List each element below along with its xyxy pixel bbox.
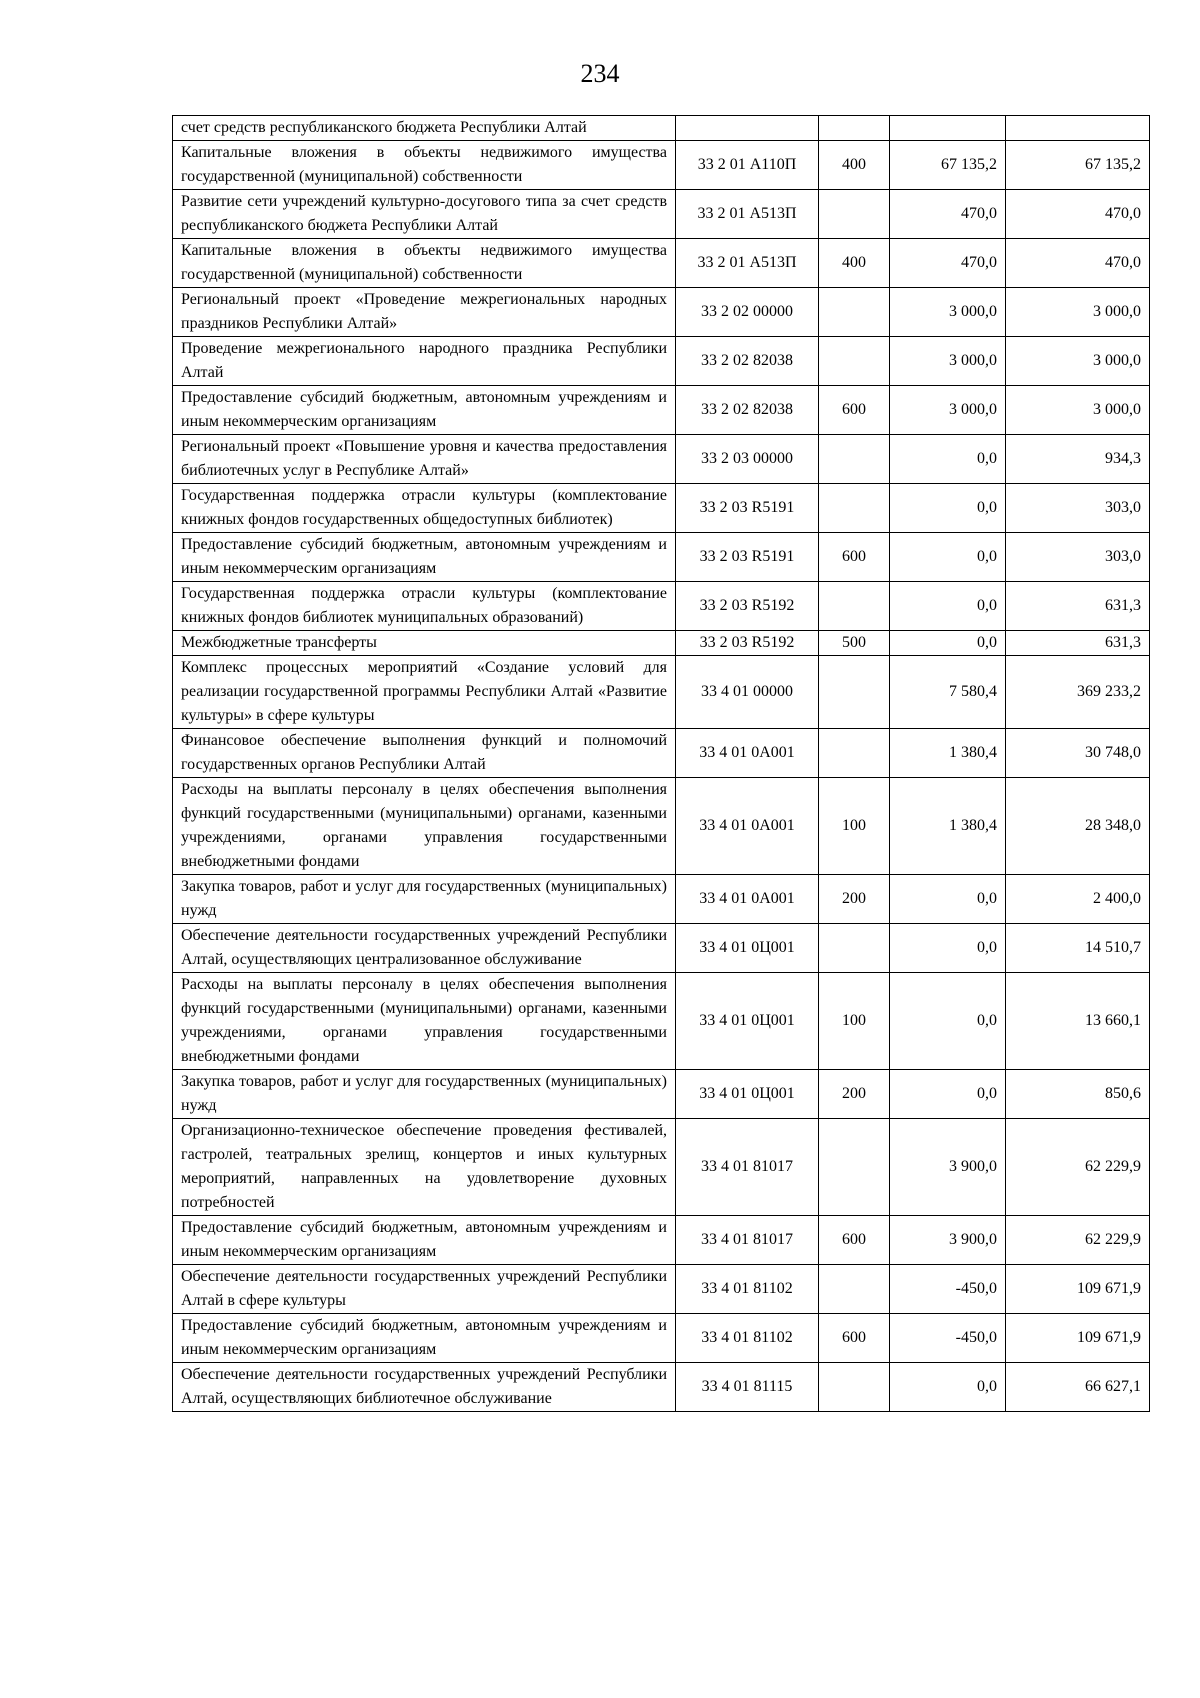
budget-table-body xyxy=(173,116,1150,1412)
table-row xyxy=(173,337,1150,386)
row-name-cell: Расходы на выплаты персоналу в целях обеспечения выполнения функций государственными (муниципальными) органами, казенными учреждениями, органами управления государственными внебюджетными фондами xyxy=(173,973,676,1070)
table-row xyxy=(173,631,1150,656)
row-code-cell: 33 2 03 00000 xyxy=(676,435,819,484)
row-code-cell: 33 2 03 R5192 xyxy=(676,582,819,631)
row-amount-change-cell: 0,0 xyxy=(890,484,1006,533)
row-amount-total-cell: 67 135,2 xyxy=(1006,141,1150,190)
row-amount-change-cell: 0,0 xyxy=(890,631,1006,656)
table-row xyxy=(173,778,1150,875)
row-code-cell: 33 4 01 81017 xyxy=(676,1119,819,1216)
row-name-cell: Предоставление субсидий бюджетным, автономным учреждениям и иным некоммерческим организациям xyxy=(173,1216,676,1265)
row-name-cell: Закупка товаров, работ и услуг для государственных (муниципальных) нужд xyxy=(173,1070,676,1119)
row-amount-change-cell: 470,0 xyxy=(890,190,1006,239)
page-number: 234 xyxy=(580,59,620,88)
row-name-cell: Предоставление субсидий бюджетным, автономным учреждениям и иным некоммерческим организациям xyxy=(173,386,676,435)
row-name-cell: Предоставление субсидий бюджетным, автономным учреждениям и иным некоммерческим организациям xyxy=(173,533,676,582)
row-amount-total-cell: 109 671,9 xyxy=(1006,1265,1150,1314)
row-expense-type-cell xyxy=(819,484,890,533)
row-name-cell: счет средств республиканского бюджета Республики Алтай xyxy=(173,116,676,141)
row-amount-total-cell: 14 510,7 xyxy=(1006,924,1150,973)
table-row xyxy=(173,1070,1150,1119)
table-row xyxy=(173,1265,1150,1314)
row-name-cell: Капитальные вложения в объекты недвижимого имущества государственной (муниципальной) собственности xyxy=(173,239,676,288)
table-row xyxy=(173,386,1150,435)
table-row xyxy=(173,190,1150,239)
table-row xyxy=(173,1363,1150,1412)
row-name-cell: Финансовое обеспечение выполнения функций и полномочий государственных органов Республики Алтай xyxy=(173,729,676,778)
row-name-cell: Государственная поддержка отрасли культуры (комплектование книжных фондов библиотек муниципальных образований) xyxy=(173,582,676,631)
row-amount-change-cell: -450,0 xyxy=(890,1265,1006,1314)
row-code-cell: 33 4 01 00000 xyxy=(676,656,819,729)
row-amount-change-cell: 3 900,0 xyxy=(890,1119,1006,1216)
row-name-cell: Комплекс процессных мероприятий «Создание условий для реализации государственной программы Республики Алтай «Развитие культуры» в сфере культуры xyxy=(173,656,676,729)
row-name-cell: Обеспечение деятельности государственных учреждений Республики Алтай, осуществляющих централизованное обслуживание xyxy=(173,924,676,973)
row-expense-type-cell xyxy=(819,190,890,239)
row-amount-total-cell: 28 348,0 xyxy=(1006,778,1150,875)
row-amount-total-cell xyxy=(1006,116,1150,141)
table-row xyxy=(173,582,1150,631)
row-name-cell: Региональный проект «Повышение уровня и качества предоставления библиотечных услуг в Республике Алтай» xyxy=(173,435,676,484)
row-code-cell: 33 4 01 81102 xyxy=(676,1265,819,1314)
row-code-cell: 33 4 01 0А001 xyxy=(676,729,819,778)
row-amount-total-cell: 13 660,1 xyxy=(1006,973,1150,1070)
row-amount-total-cell: 3 000,0 xyxy=(1006,337,1150,386)
row-amount-change-cell: 0,0 xyxy=(890,435,1006,484)
row-amount-change-cell: 470,0 xyxy=(890,239,1006,288)
table-row xyxy=(173,1314,1150,1363)
row-amount-change-cell: 1 380,4 xyxy=(890,729,1006,778)
row-amount-total-cell: 3 000,0 xyxy=(1006,386,1150,435)
row-name-cell: Проведение межрегионального народного праздника Республики Алтай xyxy=(173,337,676,386)
row-amount-change-cell: 0,0 xyxy=(890,875,1006,924)
row-amount-change-cell: 3 900,0 xyxy=(890,1216,1006,1265)
table-row xyxy=(173,116,1150,141)
row-expense-type-cell: 600 xyxy=(819,1314,890,1363)
row-expense-type-cell xyxy=(819,116,890,141)
row-code-cell: 33 4 01 81115 xyxy=(676,1363,819,1412)
row-name-cell: Обеспечение деятельности государственных учреждений Республики Алтай, осуществляющих библиотечное обслуживание xyxy=(173,1363,676,1412)
row-expense-type-cell xyxy=(819,729,890,778)
row-code-cell: 33 4 01 0Ц001 xyxy=(676,924,819,973)
row-name-cell: Расходы на выплаты персоналу в целях обеспечения выполнения функций государственными (муниципальными) органами, казенными учреждениями, органами управления государственными внебюджетными фондами xyxy=(173,778,676,875)
row-amount-total-cell: 30 748,0 xyxy=(1006,729,1150,778)
row-name-cell: Капитальные вложения в объекты недвижимого имущества государственной (муниципальной) собственности xyxy=(173,141,676,190)
table-row xyxy=(173,141,1150,190)
row-amount-total-cell: 3 000,0 xyxy=(1006,288,1150,337)
table-row xyxy=(173,484,1150,533)
row-amount-change-cell: 3 000,0 xyxy=(890,288,1006,337)
row-code-cell: 33 2 03 R5191 xyxy=(676,484,819,533)
row-name-cell: Закупка товаров, работ и услуг для государственных (муниципальных) нужд xyxy=(173,875,676,924)
row-amount-total-cell: 2 400,0 xyxy=(1006,875,1150,924)
row-name-cell: Предоставление субсидий бюджетным, автономным учреждениям и иным некоммерческим организациям xyxy=(173,1314,676,1363)
row-expense-type-cell xyxy=(819,924,890,973)
row-amount-total-cell: 470,0 xyxy=(1006,239,1150,288)
row-amount-change-cell: 7 580,4 xyxy=(890,656,1006,729)
row-expense-type-cell: 400 xyxy=(819,239,890,288)
row-expense-type-cell: 200 xyxy=(819,1070,890,1119)
row-code-cell: 33 2 02 00000 xyxy=(676,288,819,337)
table-row xyxy=(173,656,1150,729)
row-amount-change-cell: 0,0 xyxy=(890,973,1006,1070)
row-expense-type-cell xyxy=(819,582,890,631)
row-amount-change-cell: 0,0 xyxy=(890,533,1006,582)
row-code-cell: 33 2 01 А513П xyxy=(676,239,819,288)
row-code-cell: 33 2 01 А110П xyxy=(676,141,819,190)
row-amount-change-cell: 0,0 xyxy=(890,1070,1006,1119)
row-amount-change-cell: 0,0 xyxy=(890,924,1006,973)
row-expense-type-cell xyxy=(819,656,890,729)
row-amount-change-cell: 0,0 xyxy=(890,1363,1006,1412)
row-code-cell: 33 2 03 R5192 xyxy=(676,631,819,656)
row-name-cell: Региональный проект «Проведение межрегиональных народных праздников Республики Алтай» xyxy=(173,288,676,337)
row-amount-total-cell: 631,3 xyxy=(1006,582,1150,631)
row-code-cell: 33 4 01 81102 xyxy=(676,1314,819,1363)
table-row xyxy=(173,875,1150,924)
row-amount-total-cell: 303,0 xyxy=(1006,484,1150,533)
row-amount-total-cell: 109 671,9 xyxy=(1006,1314,1150,1363)
row-expense-type-cell: 500 xyxy=(819,631,890,656)
row-expense-type-cell xyxy=(819,1265,890,1314)
table-row xyxy=(173,1119,1150,1216)
budget-table xyxy=(172,115,1150,1412)
row-amount-total-cell: 850,6 xyxy=(1006,1070,1150,1119)
row-name-cell: Организационно-техническое обеспечение проведения фестивалей, гастролей, театральных зрелищ, концертов и иных культурных мероприятий, направленных на удовлетворение духовных потребностей xyxy=(173,1119,676,1216)
row-expense-type-cell xyxy=(819,288,890,337)
row-code-cell: 33 4 01 0А001 xyxy=(676,875,819,924)
row-code-cell: 33 2 03 R5191 xyxy=(676,533,819,582)
row-code-cell: 33 2 01 А513П xyxy=(676,190,819,239)
table-row xyxy=(173,435,1150,484)
row-amount-change-cell: 1 380,4 xyxy=(890,778,1006,875)
table-row xyxy=(173,973,1150,1070)
row-amount-total-cell: 631,3 xyxy=(1006,631,1150,656)
row-expense-type-cell: 600 xyxy=(819,1216,890,1265)
row-amount-total-cell: 303,0 xyxy=(1006,533,1150,582)
table-row xyxy=(173,288,1150,337)
row-expense-type-cell xyxy=(819,1119,890,1216)
row-name-cell: Межбюджетные трансферты xyxy=(173,631,676,656)
row-amount-total-cell: 934,3 xyxy=(1006,435,1150,484)
row-amount-total-cell: 66 627,1 xyxy=(1006,1363,1150,1412)
row-amount-change-cell: 0,0 xyxy=(890,582,1006,631)
row-amount-total-cell: 62 229,9 xyxy=(1006,1216,1150,1265)
row-name-cell: Государственная поддержка отрасли культуры (комплектование книжных фондов государственных общедоступных библиотек) xyxy=(173,484,676,533)
row-code-cell: 33 2 02 82038 xyxy=(676,337,819,386)
row-amount-change-cell: 3 000,0 xyxy=(890,337,1006,386)
row-amount-change-cell: 3 000,0 xyxy=(890,386,1006,435)
row-code-cell xyxy=(676,116,819,141)
row-amount-change-cell: 67 135,2 xyxy=(890,141,1006,190)
row-expense-type-cell xyxy=(819,435,890,484)
row-amount-change-cell xyxy=(890,116,1006,141)
row-amount-change-cell: -450,0 xyxy=(890,1314,1006,1363)
table-row xyxy=(173,239,1150,288)
row-amount-total-cell: 369 233,2 xyxy=(1006,656,1150,729)
row-name-cell: Развитие сети учреждений культурно-досугового типа за счет средств республиканского бюджета Республики Алтай xyxy=(173,190,676,239)
row-expense-type-cell: 600 xyxy=(819,533,890,582)
row-expense-type-cell xyxy=(819,1363,890,1412)
row-amount-total-cell: 470,0 xyxy=(1006,190,1150,239)
row-code-cell: 33 2 02 82038 xyxy=(676,386,819,435)
row-expense-type-cell: 600 xyxy=(819,386,890,435)
row-code-cell: 33 4 01 0А001 xyxy=(676,778,819,875)
table-row xyxy=(173,924,1150,973)
row-expense-type-cell: 200 xyxy=(819,875,890,924)
row-expense-type-cell xyxy=(819,337,890,386)
row-amount-total-cell: 62 229,9 xyxy=(1006,1119,1150,1216)
table-row xyxy=(173,729,1150,778)
row-code-cell: 33 4 01 0Ц001 xyxy=(676,1070,819,1119)
row-expense-type-cell: 100 xyxy=(819,778,890,875)
row-expense-type-cell: 400 xyxy=(819,141,890,190)
row-code-cell: 33 4 01 81017 xyxy=(676,1216,819,1265)
row-name-cell: Обеспечение деятельности государственных учреждений Республики Алтай в сфере культуры xyxy=(173,1265,676,1314)
row-expense-type-cell: 100 xyxy=(819,973,890,1070)
table-row xyxy=(173,1216,1150,1265)
table-row xyxy=(173,533,1150,582)
row-code-cell: 33 4 01 0Ц001 xyxy=(676,973,819,1070)
